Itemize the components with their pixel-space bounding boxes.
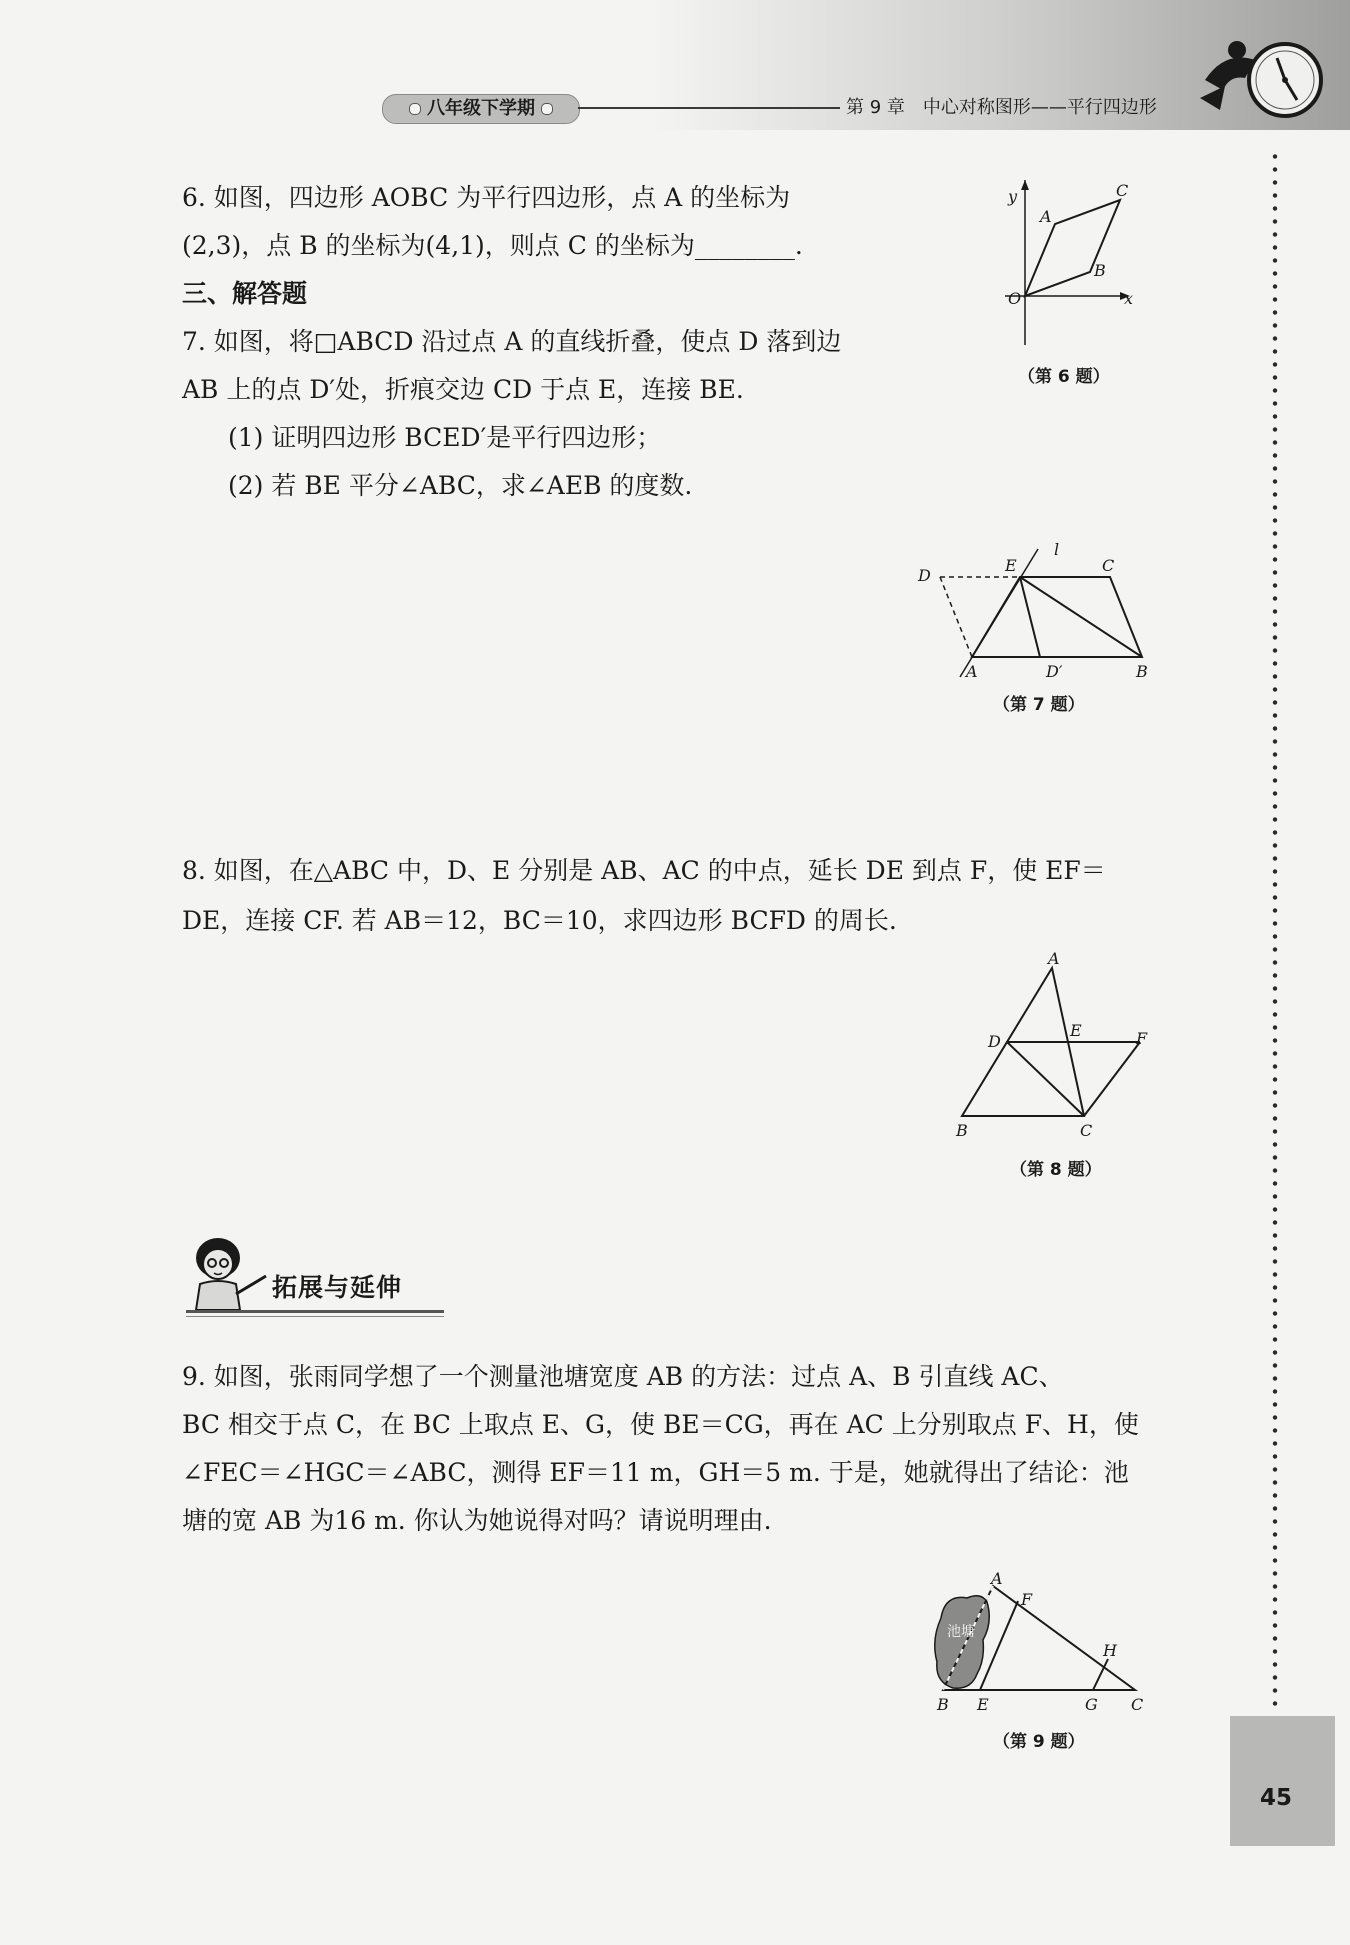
grade-label: 八年级下学期 <box>427 98 535 119</box>
fig9-c-label: C <box>1131 1695 1144 1714</box>
q7-line4: (2) 若 BE 平分∠ABC，求∠AEB 的度数. <box>228 471 693 500</box>
q8-line2: DE，连接 CF. 若 AB＝12，BC＝10，求四边形 BCFD 的周长. <box>182 906 897 935</box>
clock-runner-icon <box>1185 20 1335 130</box>
fig6-caption: （第 6 题） <box>1018 367 1110 387</box>
fig6-a-label: A <box>1040 207 1052 226</box>
fig9-b-label: B <box>937 1695 949 1714</box>
fig6-x-label: x <box>1124 289 1134 308</box>
fig6-o-label: O <box>1008 289 1022 308</box>
fig7-l-label: l <box>1054 540 1060 559</box>
q7-line1: 7. 如图，将□ABCD 沿过点 A 的直线折叠，使点 D 落到边 <box>182 327 842 356</box>
fig9-g-label: G <box>1085 1695 1098 1714</box>
teacher-character-icon <box>178 1232 270 1314</box>
fig7-dprime-label: D′ <box>1046 662 1063 680</box>
q9-line1: 9. 如图，张雨同学想了一个测量池塘宽度 AB 的方法：过点 A、B 引直线 AC、 <box>182 1362 1064 1391</box>
q7-line2: AB 上的点 D′处，折痕交边 CD 于点 E，连接 BE. <box>182 375 744 404</box>
section-solve-heading: 三、解答题 <box>182 279 308 308</box>
fig9-h-label: H <box>1103 1641 1117 1660</box>
fig8-b-label: B <box>956 1121 968 1140</box>
q9-line3: ∠FEC＝∠HGC＝∠ABC，测得 EF＝11 m，GH＝5 m. 于是，她就得出了结论：池 <box>182 1458 1129 1487</box>
extension-rule <box>186 1310 444 1313</box>
q9-line4: 塘的宽 AB 为16 m. 你认为她说得对吗？请说明理由. <box>182 1506 772 1535</box>
q6-line2: (2,3)，点 B 的坐标为(4,1)，则点 C 的坐标为________. <box>182 231 803 260</box>
q8-line1: 8. 如图，在△ABC 中，D、E 分别是 AB、AC 的中点，延长 DE 到点 F，使 EF＝ <box>182 856 1106 885</box>
figure-8 <box>940 950 1160 1140</box>
fig8-caption: （第 8 题） <box>1010 1160 1102 1180</box>
fig6-c-label: C <box>1116 181 1129 200</box>
figure-9 <box>925 1570 1155 1720</box>
fig9-e-label: E <box>977 1695 989 1714</box>
grade-pill <box>382 94 580 124</box>
fig8-f-label: F <box>1136 1029 1148 1048</box>
fig7-e-label: E <box>1005 556 1017 575</box>
fig7-caption: （第 7 题） <box>993 695 1085 715</box>
extension-rule-thin <box>186 1316 444 1317</box>
chapter-title: 第 9 章 中心对称图形——平行四边形 <box>846 97 1157 118</box>
fig9-f-label: F <box>1021 1590 1033 1609</box>
q6-line1: 6. 如图，四边形 AOBC 为平行四边形，点 A 的坐标为 <box>182 183 791 212</box>
fig9-a-label: A <box>991 1570 1003 1588</box>
extension-title: 拓展与延伸 <box>272 1273 403 1302</box>
header-rule <box>578 107 840 109</box>
fig8-e-label: E <box>1070 1021 1082 1040</box>
fig7-b-label: B <box>1136 662 1148 680</box>
page-number: 45 <box>1259 1785 1292 1811</box>
fig9-pond-label: 池塘 <box>947 1624 975 1640</box>
fig8-a-label: A <box>1048 950 1060 968</box>
fig8-c-label: C <box>1080 1121 1093 1140</box>
fig7-d-label: D <box>918 566 931 585</box>
fig9-caption: （第 9 题） <box>993 1732 1085 1752</box>
fig7-c-label: C <box>1102 556 1115 575</box>
figure-7 <box>910 535 1150 680</box>
q9-line2: BC 相交于点 C，在 BC 上取点 E、G，使 BE＝CG，再在 AC 上分别取点 F、H，使 <box>182 1410 1139 1439</box>
page-number-box <box>1230 1716 1335 1846</box>
q7-line3: (1) 证明四边形 BCED′是平行四边形； <box>228 423 662 452</box>
fig8-d-label: D <box>988 1032 1001 1051</box>
fig7-a-label: A <box>966 662 978 680</box>
fig6-b-label: B <box>1094 261 1106 280</box>
fig6-y-label: y <box>1008 187 1018 206</box>
margin-dotted-line <box>1272 150 1278 1710</box>
